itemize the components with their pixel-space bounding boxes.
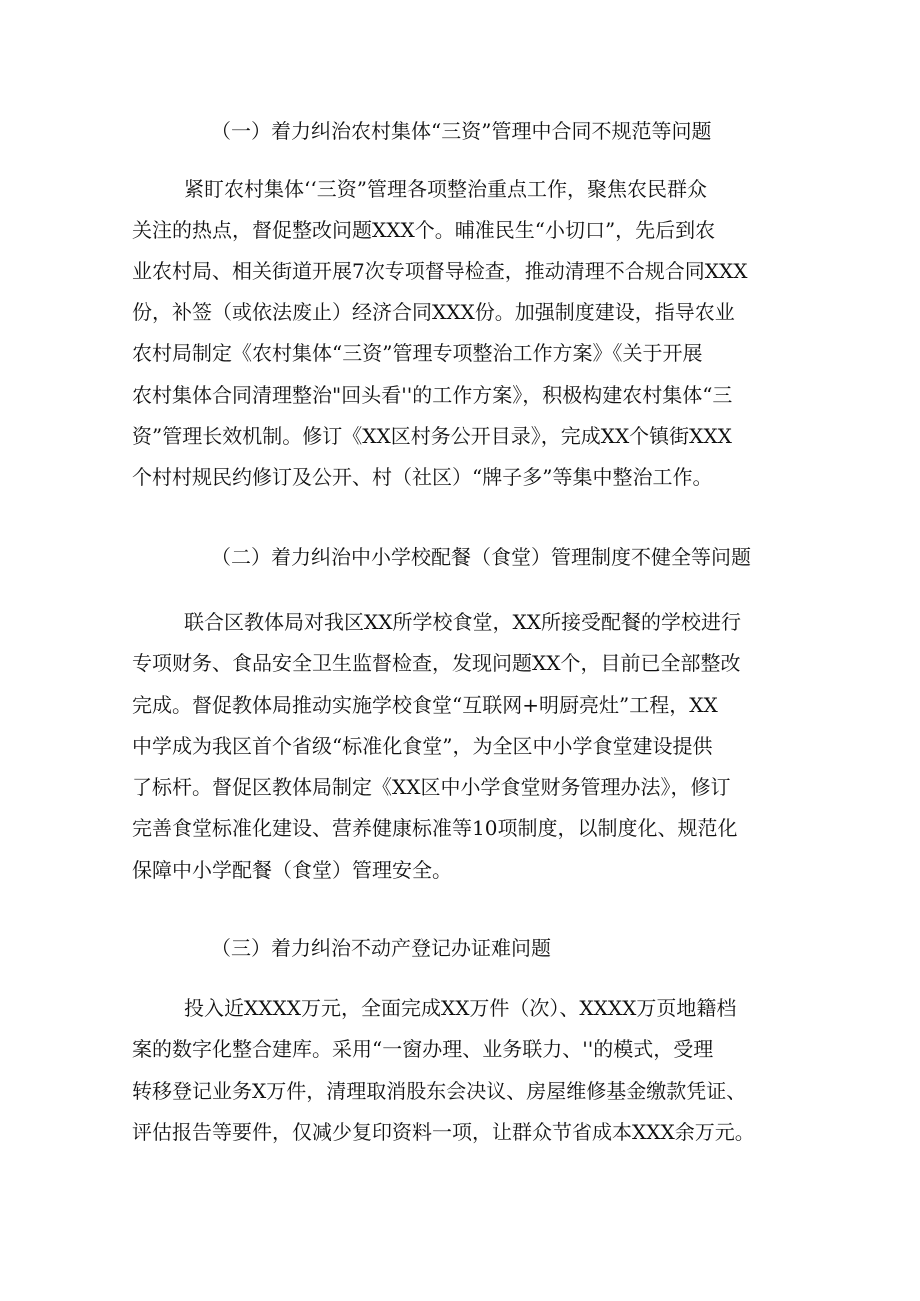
paragraph-line: 完成。督促教体局推动实施学校食堂“互联网+明厨亮灶”工程，XX: [132, 693, 718, 717]
paragraph-line: 紧盯农村集体‘‘三资”管理各项整治重点工作，聚焦农民群众: [184, 177, 707, 201]
paragraph-line: 案的数字化整合建库。采用“一窗办理、业务联力、''的模式，受理: [132, 1037, 714, 1061]
paragraph-line: 农村局制定《农村集体“三资”管理专项整治工作方案》《关于开展: [132, 341, 703, 365]
paragraph-line: 联合区教体局对我区XX所学校食堂，XX所接受配餐的学校进行: [184, 610, 741, 634]
paragraph-line: 完善食堂标准化建设、营养健康标准等10项制度，以制度化、规范化: [132, 816, 738, 840]
paragraph-line: 专项财务、食品安全卫生监督检查，发现问题XX个，目前已全部整改: [132, 651, 741, 675]
paragraph-line: 农村集体合同清理整治"回头看''的工作方案》，积极构建农村集体“三: [132, 383, 733, 407]
paragraph-line: 业农村局、相关街道开展7次专项督导检查，推动清理不合规合同XXX: [132, 259, 748, 283]
paragraph-line: 评估报告等要件，仅减少复印资料一项，让群众节省成本XXX余万元。: [132, 1120, 755, 1144]
paragraph-line: 投入近XXXX万元，全面完成XX万件（次）、XXXX万页地籍档: [184, 996, 737, 1020]
section-heading: （二）着力纠治中小学校配餐（食堂）管理制度不健全等问题: [211, 545, 751, 569]
paragraph-line: 中学成为我区首个省级“标准化食堂”，为全区中小学食堂建设提供: [132, 734, 713, 758]
paragraph-line: 份，补签（或依法废止）经济合同XXX份。加强制度建设，指导农业: [132, 300, 735, 324]
paragraph-line: 个村村规民约修订及公开、村（社区）“牌子多”等集中整治工作。: [132, 465, 713, 489]
section-heading: （三）着力纠治不动产登记办证难问题: [211, 936, 551, 960]
paragraph-line: 资”管理长效机制。修订《XX区村务公开目录》，完成XX个镇街XXX: [132, 424, 732, 448]
paragraph-line: 保障中小学配餐（食堂）管理安全。: [132, 858, 452, 882]
paragraph-line: 了标杆。督促区教体局制定《XX区中小学食堂财务管理办法》，修订: [132, 775, 731, 799]
section-heading: （一）着力纠治农村集体“三资”管理中合同不规范等问题: [211, 119, 712, 143]
paragraph-line: 转移登记业务X万件，清理取消股东会决议、房屋维修基金缴款凭证、: [132, 1079, 747, 1103]
paragraph-line: 关注的热点，督促整改问题XXX个。晡准民生“小切口”，先后到农: [132, 218, 716, 242]
